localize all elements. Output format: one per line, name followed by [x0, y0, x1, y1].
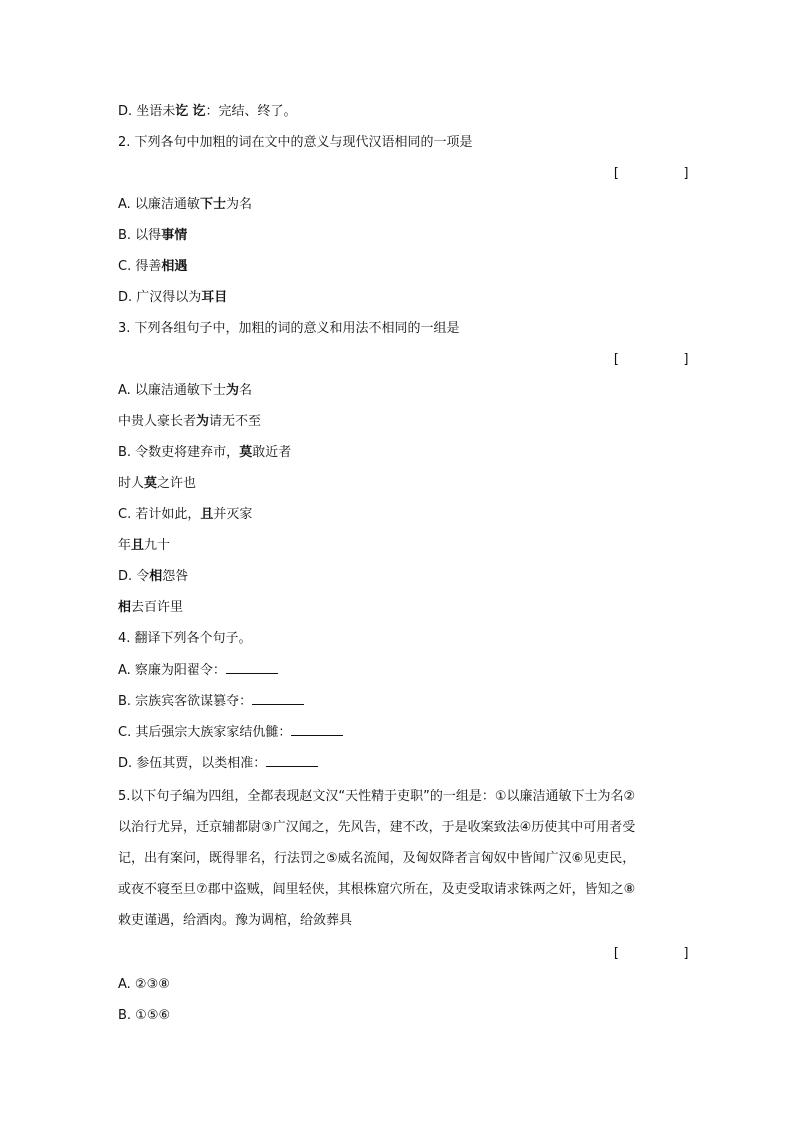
answer-blank[interactable]: [266, 754, 318, 767]
question-3: 3. 下列各组句子中，加粗的词的意义和用法不相同的一组是: [118, 321, 460, 336]
answer-bracket: [ ]: [612, 352, 691, 367]
answer-blank[interactable]: [226, 661, 278, 674]
option-line: 时人莫之许也: [118, 476, 197, 491]
option-line: D. 广汉得以为耳目: [118, 290, 228, 305]
answer-blank[interactable]: [252, 692, 304, 705]
option-line: A. ②③⑧: [118, 977, 170, 992]
question-5-line: 以治行尤异，迁京辅都尉③广汉闻之，先风告，建不改，于是收案致法④历使其中可用者受: [118, 820, 636, 835]
translation-item: A. 察廉为阳翟令：: [118, 661, 278, 680]
question-2: 2. 下列各句中加粗的词在文中的意义与现代汉语相同的一项是: [118, 135, 473, 150]
question-5-line: 敕吏谨遇，给酒肉。豫为调棺，给敛葬具: [118, 913, 353, 928]
translation-item: B. 宗族宾客欲谋篡夺：: [118, 692, 304, 711]
translation-item: D. 参伍其贾，以类相准：: [118, 754, 318, 773]
option-line: C. 得善相遇: [118, 259, 188, 274]
option-line: D. 坐语未讫 讫：完结、终了。: [118, 104, 297, 119]
question-5-line: 5.以下句子编为四组，全都表现赵文汉“天性精于吏职”的一组是：①以廉洁通敏下士为名②: [118, 789, 636, 804]
option-line: 相去百许里: [118, 600, 184, 615]
question-5-line: 记，出有案问，既得罪名，行法罚之⑤威名流闻，及匈奴降者言匈奴中皆闻广汉⑥见吏民，: [118, 851, 636, 866]
answer-bracket: [ ]: [612, 946, 691, 961]
option-line: D. 令相怨咎: [118, 569, 189, 584]
option-line: C. 若计如此，且并灭家: [118, 507, 253, 522]
question-5-line: 或夜不寝至旦⑦郡中盗贼，闾里轻侠，其根株窟穴所在，及吏受取请求铢两之奸，皆知之⑧: [118, 882, 636, 897]
answer-blank[interactable]: [291, 723, 343, 736]
option-line: 中贵人豪长者为请无不至: [118, 414, 262, 429]
question-4: 4. 翻译下列各个句子。: [118, 631, 252, 646]
option-line: B. ①⑤⑥: [118, 1008, 171, 1023]
option-line: B. 以得事情: [118, 228, 188, 243]
answer-bracket: [ ]: [612, 166, 691, 181]
translation-item: C. 其后强宗大族家家结仇雠：: [118, 723, 343, 742]
option-line: A. 以廉洁通敏下士为名: [118, 383, 252, 398]
option-line: A. 以廉洁通敏下士为名: [118, 197, 252, 212]
option-line: B. 令数吏将建弃市，莫敢近者: [118, 445, 292, 460]
option-line: 年且九十: [118, 538, 171, 553]
